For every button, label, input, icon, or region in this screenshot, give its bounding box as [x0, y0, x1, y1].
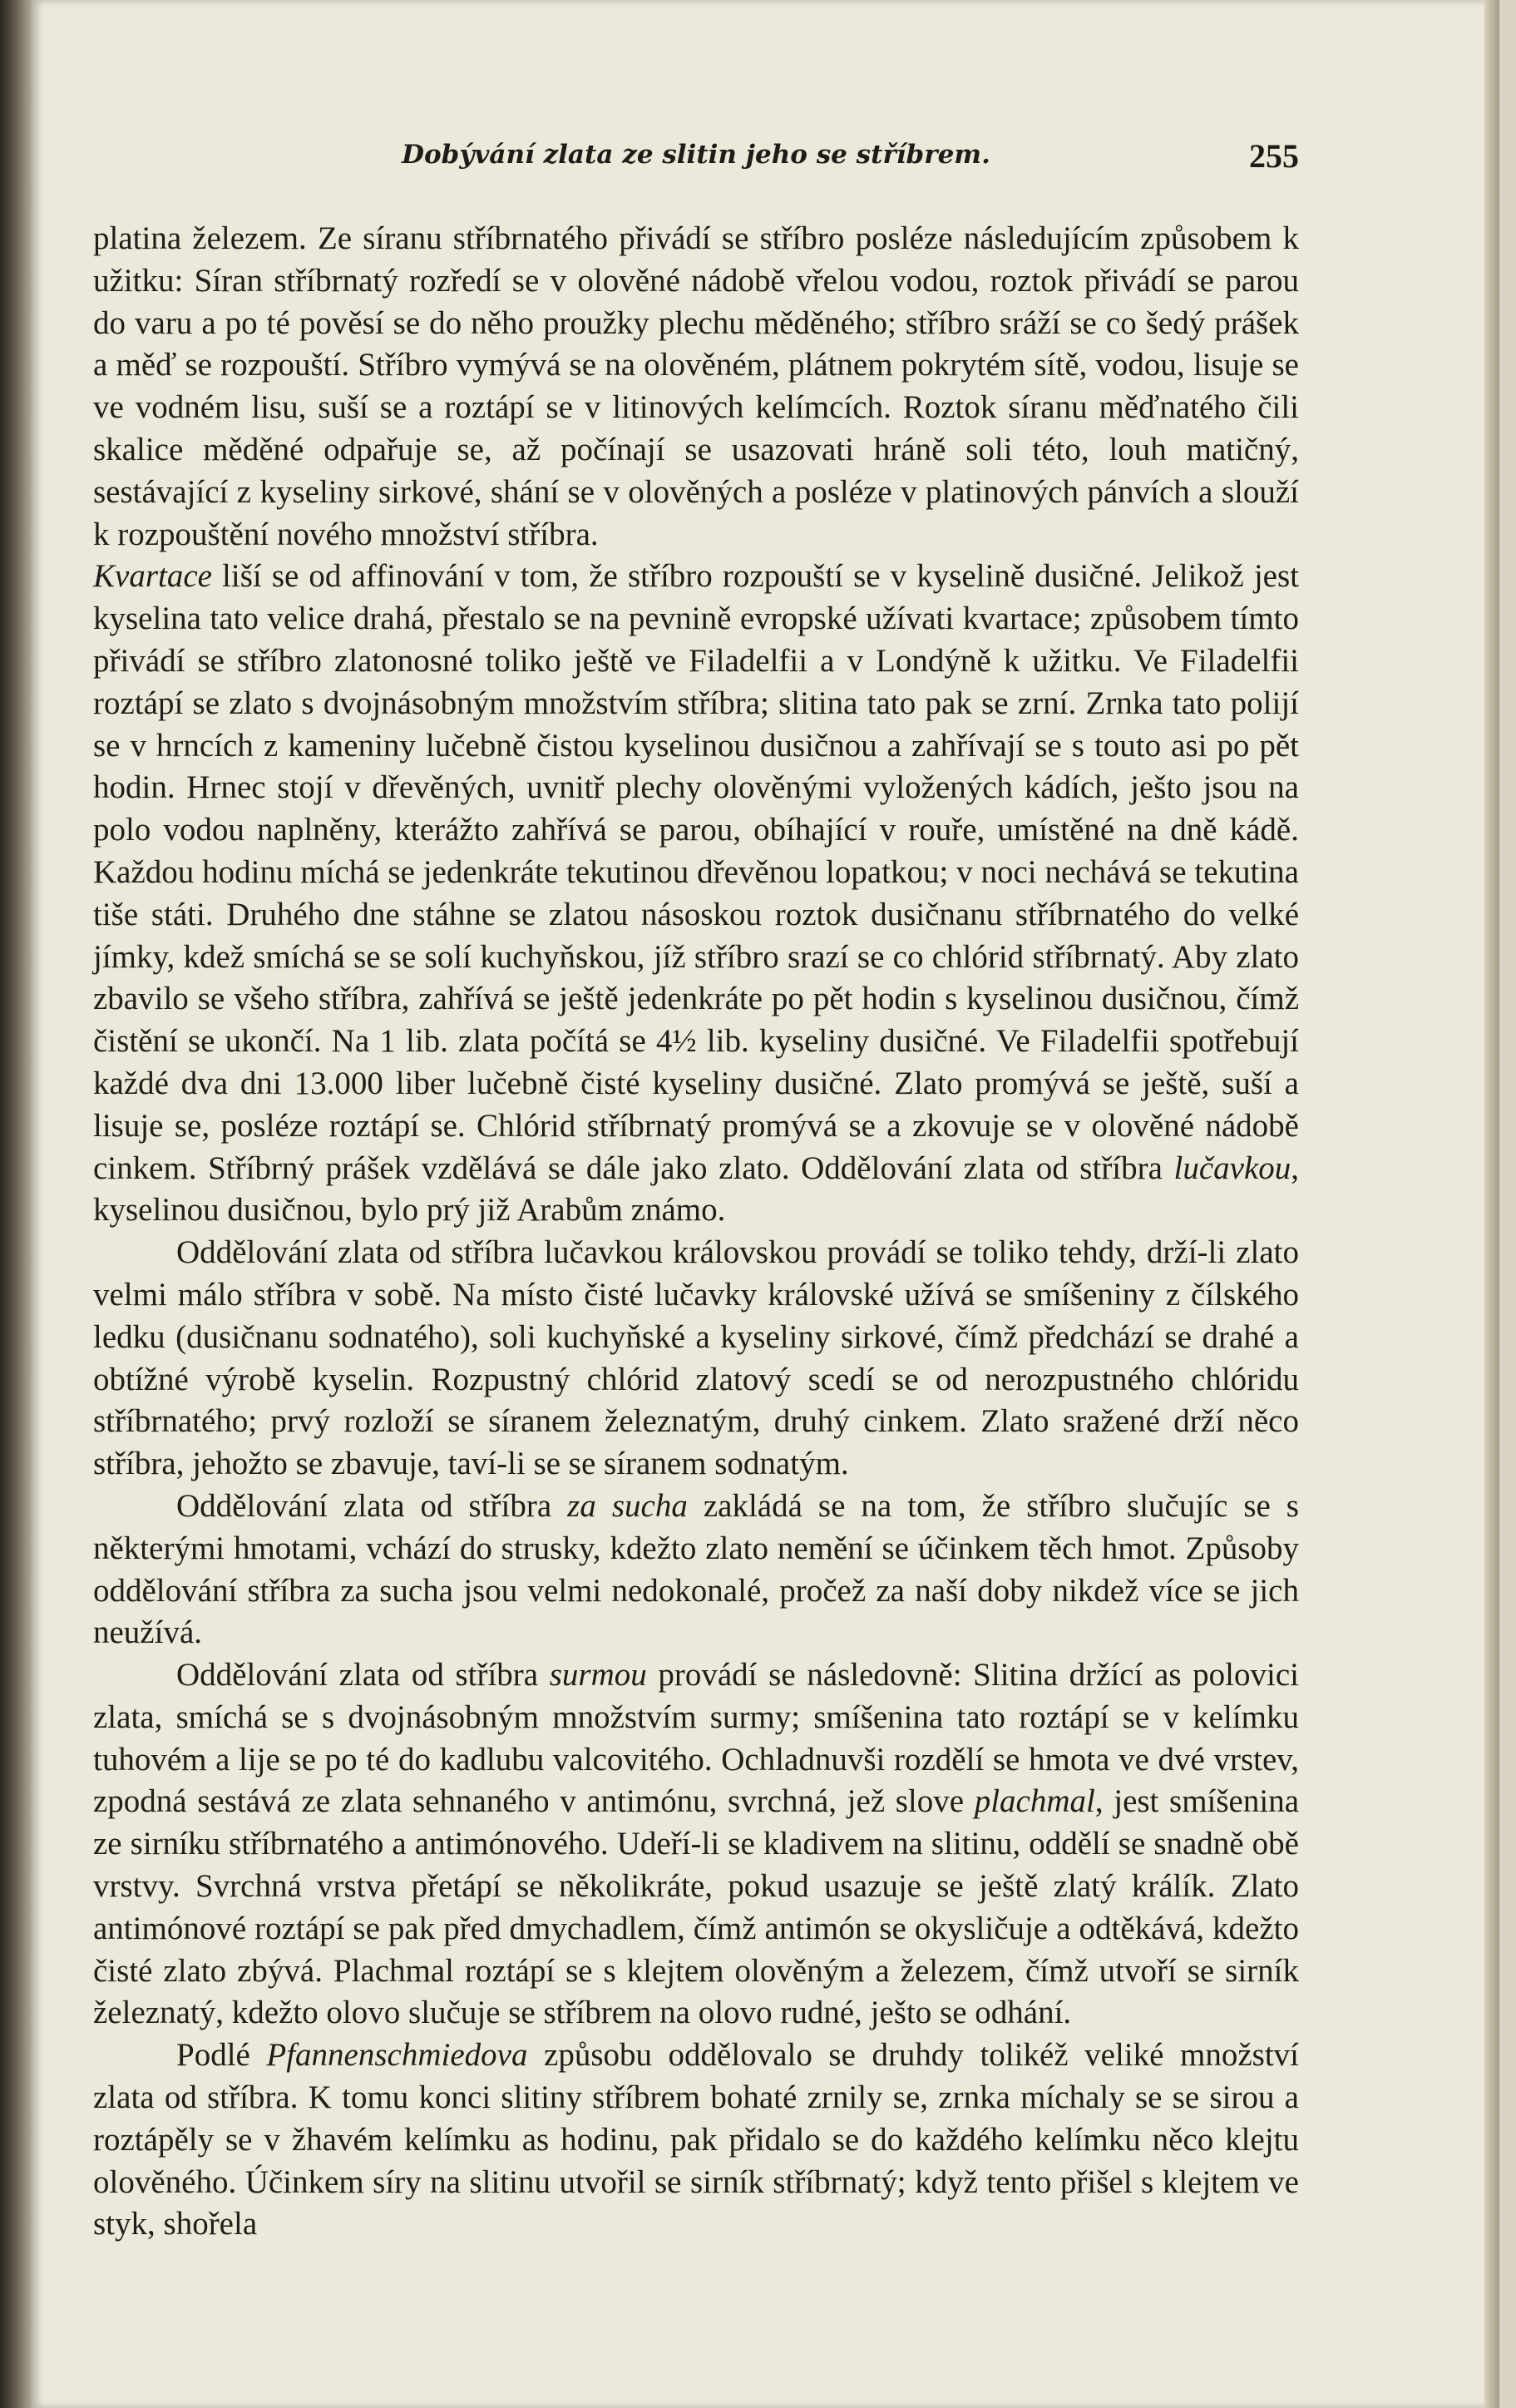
paragraph: [93, 1232, 1299, 1486]
italic-term: surmou: [549, 1657, 647, 1694]
page-edge: [1484, 0, 1499, 2408]
paragraph: [93, 218, 1299, 556]
italic-term: Pfannenschmiedova: [266, 2037, 528, 2074]
text-segment: Oddělování zlata od stříbra lučavkou královskou provádí se toliko tehdy, drží-li zlato velmi málo stříbra v sobě. Na místo čisté lučavky královské užívá se smíšeniny z čílského ledku (dusičnanu sodnatého), soli kuchyňské a kyseliny sirkové, čímž předchází se drahé a obtížné výrobě kyselin. Rozpustný chlórid zlatový scedí se od nerozpustného chlóridu stříbrnatého; prvý rozloží se síranem železnatým, druhý cinkem. Zlato sražené drží něco stříbra, jehožto se zbavuje, taví-li se se síranem sodnatým.: [93, 1234, 1299, 1482]
text-segment: zakládá se na tom, že stříbro slučujíc se s některými hmotami, vchází do strusky, kdežto zlato nemění se účinkem těch hmot. Způsoby oddělování stříbra za sucha jsou velmi nedokonalé, pročež za naší doby nikdež více se jich neužívá.: [93, 1487, 1299, 1651]
italic-term: Kvartace: [93, 558, 212, 595]
book-spine-shadow: [0, 0, 33, 2408]
paragraph: [93, 2035, 1299, 2246]
page-number: 255: [1249, 137, 1299, 175]
italic-term: lučavkou: [1173, 1150, 1291, 1186]
text-segment: provádí se následovně: Slitina držící as polovici zlata, smíchá se s dvojnásobným množstvím surmy; smíšenina tato roztápí se v kelímku tuhovém a lije se po té do kadlubu valcovitého. Ochladnuvši rozdělí se hmota ve dvé vrstev, zpodná sestává ze zlata sehnaného v antimónu, svrchná, jež slove: [93, 1657, 1299, 1820]
text-segment: způsobu oddělovalo se druhdy tolikéž veliké množství zlata od stříbra. K tomu konci slitiny stříbrem bohaté zrnily se, zrnka míchaly se se sirou a roztápěly se v žhavém kelímku as hodinu, pak přidalo se do každého kelímku něco klejtu olověného. Účinkem síry na slitinu utvořil se sirník stříbrnatý; když tento přišel s klejtem ve styk, shořela: [93, 2037, 1299, 2242]
paragraph: [93, 1486, 1299, 1654]
text-segment: liší se od affinování v tom, že stříbro rozpouští se v kyselině dusičné. Jelikož jest kyselina tato velice drahá, přestalo se na pevnině evropské užívati kvartace; způsobem tímto přivádí se stříbro zlatonosné toliko ještě ve Filadelfii a v Londýně k užitku. Ve Filadelfii roztápí se zlato s dvojnásobným množstvím stříbra; slitina tato pak se zrní. Zrnka tato polijí se v hrncích z kameniny lučebně čistou kyselinou dusičnou a zahřívají se s touto asi po pět hodin. Hrnec stojí v dřevěných, uvnitř plechy olověnými vyložených kádích, ješto jsou na polo vodou naplněny, kterážto zahřívá se parou, obíhající v rouře, umístěné na dně kádě. Každou hodinu míchá se jedenkráte tekutinou dřevěnou lopatkou; v noci nechává se tekutina tiše státi. Druhého dne stáhne se zlatou násoskou roztok dusičnanu stříbrnatého do velké jímky, kdež smíchá se se solí kuchyňskou, jíž stříbro srazí se co chlórid stříbrnatý. Aby zlato zbavilo se všeho stříbra, zahřívá se ještě jedenkráte po pět hodin s kyselinou dusičnou, čímž čistění se ukončí. Na 1 lib. zlata počítá se 4½ lib. kyseliny dusičné. Ve Filadelfii spotřebují každé dva dni 13.000 liber lučebně čisté kyseliny dusičné. Zlato promývá se ještě, suší a lisuje se, posléze roztápí se. Chlórid stříbrnatý promývá se a zkovuje se v olověné nádobě cinkem. Stříbrný prášek vzdělává se dále jako zlato. Oddělování zlata od stříbra: [93, 558, 1299, 1186]
text-segment: Podlé: [176, 2037, 267, 2074]
italic-term: za sucha: [567, 1487, 688, 1524]
italic-term: plachmal: [974, 1783, 1095, 1820]
text-segment: Oddělování zlata od stříbra: [176, 1487, 568, 1524]
paragraph: [93, 1654, 1299, 2035]
paragraph: [93, 556, 1299, 1232]
text-segment: , kyselinou dusičnou, bylo prý již Arabům známo.: [93, 1150, 1299, 1229]
body-text: [93, 218, 1299, 2246]
page-header: [93, 133, 1299, 183]
text-segment: platina železem. Ze síranu stříbrnatého přivádí se stříbro posléze následujícím způsobem k užitku: Síran stříbrnatý rozředí se v olověné nádobě vřelou vodou, roztok přivádí se parou do varu a po té pověsí se do něho proužky plechu měděného; stříbro sráží se co šedý prášek a měď se rozpouští. Stříbro vymývá se na olověném, plátnem pokrytém sítě, vodou, lisuje se ve vodném lisu, suší se a roztápí se v litinových kelímcích. Roztok síranu měďnatého čili skalice měděné odpařuje se, až počínají se usazovati hráně soli této, louh matičný, sestávající z kyseliny sirkové, shání se v olověných a posléze v platinových pánvích a slouží k rozpouštění nového množství stříbra.: [93, 220, 1299, 552]
text-segment: , jest smíšenina ze sirníku stříbrnatého a antimónového. Udeří-li se kladivem na slitinu, oddělí se snadně obě vrstvy. Svrchná vrstva přetápí se několikráte, pokud usazuje se ještě zlatý králík. Zlato antimónové roztápí se pak před dmychadlem, čímž antimón se okysličuje a odtěkává, kdežto čisté zlato zbývá. Plachmal roztápí se s klejtem olověným a železem, čímž utvoří se sirník železnatý, kdežto olovo slučuje se stříbrem na olovo rudné, ješto se odhání.: [93, 1783, 1299, 2031]
running-title: Dobývání zlata ze slitin jeho se stříbrem.: [402, 140, 990, 170]
text-segment: Oddělování zlata od stříbra: [176, 1657, 550, 1694]
